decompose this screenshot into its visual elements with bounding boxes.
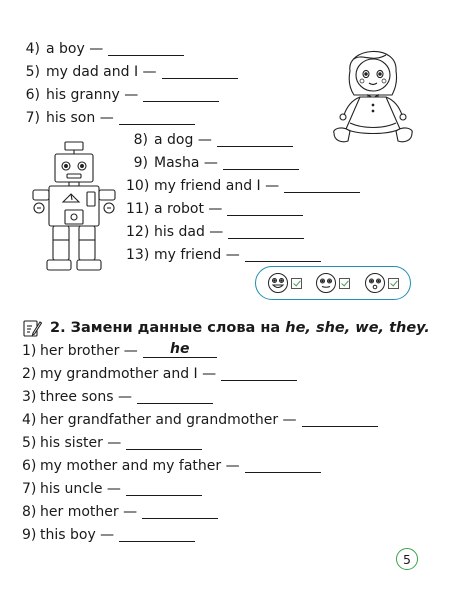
item-text: Masha — — [154, 155, 218, 171]
item-text: my friend — — [154, 247, 240, 263]
answer-blank[interactable] — [245, 247, 321, 262]
item-number: 5) — [25, 64, 40, 80]
page-number: 5 — [396, 548, 418, 570]
exercise-item — [126, 223, 304, 241]
answer-blank[interactable] — [302, 412, 378, 427]
item-number: 6) — [22, 458, 37, 474]
exercise-item — [126, 131, 293, 149]
item-number: 10) — [126, 178, 150, 194]
answer-blank[interactable] — [126, 481, 202, 496]
exercise-item — [22, 503, 218, 521]
item-text: his granny — — [46, 87, 139, 103]
item-number: 6) — [25, 87, 40, 103]
item-number: 12) — [126, 224, 150, 240]
item-text: this boy — — [40, 527, 115, 543]
item-text: a dog — — [154, 132, 212, 148]
exercise-item — [22, 86, 219, 104]
exercise-item — [126, 177, 360, 195]
item-number: 7) — [22, 481, 37, 497]
answer-blank[interactable] — [108, 41, 184, 56]
answer-blank[interactable] — [142, 504, 218, 519]
item-number: 2) — [22, 366, 37, 382]
pencil-notebook-icon — [22, 318, 42, 338]
exercise-item — [22, 109, 195, 127]
answer-blank[interactable] — [162, 64, 238, 79]
sample-answer: he — [143, 341, 217, 358]
answer-blank[interactable] — [223, 155, 299, 170]
smiley-worried-pair — [364, 272, 399, 294]
item-number: 5) — [22, 435, 37, 451]
answer-blank[interactable] — [228, 224, 304, 239]
answer-blank[interactable] — [137, 389, 213, 404]
item-text: her grandfather and grandmother — — [40, 412, 297, 428]
answer-blank[interactable] — [284, 178, 360, 193]
item-text: a boy — — [46, 41, 104, 57]
answer-blank[interactable] — [126, 435, 202, 450]
answer-blank[interactable] — [217, 132, 293, 147]
smiley-neutral-pair — [315, 272, 350, 294]
self-assessment-box — [255, 266, 411, 300]
task-number: 2. — [50, 320, 66, 336]
item-text: her mother — — [40, 504, 138, 520]
happy-face-icon[interactable] — [267, 272, 289, 294]
checkbox[interactable] — [291, 278, 302, 289]
task-heading — [22, 318, 430, 338]
exercise-item — [22, 480, 202, 498]
item-text: her brother — — [40, 343, 138, 359]
answer-blank[interactable] — [143, 87, 219, 102]
answer-blank[interactable] — [227, 201, 303, 216]
item-text: his uncle — — [40, 481, 121, 497]
exercise-item — [22, 63, 238, 81]
exercise-item — [22, 411, 378, 429]
exercise-item — [22, 40, 184, 58]
item-number: 13) — [126, 247, 150, 263]
exercise-item — [22, 342, 217, 360]
worried-face-icon[interactable] — [364, 272, 386, 294]
exercise-item — [126, 154, 299, 172]
item-number: 11) — [126, 201, 150, 217]
item-text: his dad — — [154, 224, 224, 240]
item-text: my grandmother and I — — [40, 366, 217, 382]
item-number: 4) — [25, 41, 40, 57]
checkbox[interactable] — [339, 278, 350, 289]
item-text: my friend and I — — [154, 178, 280, 194]
item-number: 7) — [25, 110, 40, 126]
task-instruction: Замени данные слова на — [70, 320, 281, 336]
checkbox[interactable] — [388, 278, 399, 289]
item-number: 1) — [22, 343, 37, 359]
item-number: 8) — [22, 504, 37, 520]
item-text: my dad and I — — [46, 64, 157, 80]
item-text: a robot — — [154, 201, 223, 217]
item-number: 3) — [22, 389, 37, 405]
exercise-item — [126, 200, 303, 218]
item-text: his sister — — [40, 435, 122, 451]
doll-illustration — [328, 37, 418, 147]
item-text: his son — — [46, 110, 114, 126]
task-words: he, she, we, they. — [285, 320, 430, 336]
item-number: 9) — [133, 155, 148, 171]
item-number: 4) — [22, 412, 37, 428]
exercise-item — [22, 457, 321, 475]
item-number: 8) — [133, 132, 148, 148]
answer-blank[interactable] — [119, 110, 195, 125]
exercise-item — [22, 526, 195, 544]
exercise-item — [22, 388, 213, 406]
item-text: my mother and my father — — [40, 458, 240, 474]
answer-blank[interactable] — [245, 458, 321, 473]
item-number: 9) — [22, 527, 37, 543]
robot-illustration — [25, 140, 123, 275]
answer-blank[interactable] — [221, 366, 297, 381]
item-text: three sons — — [40, 389, 132, 405]
smiley-happy-pair — [267, 272, 302, 294]
neutral-face-icon[interactable] — [315, 272, 337, 294]
exercise-item — [126, 246, 321, 264]
exercise-item — [22, 365, 297, 383]
exercise-item — [22, 434, 202, 452]
answer-blank[interactable] — [119, 527, 195, 542]
